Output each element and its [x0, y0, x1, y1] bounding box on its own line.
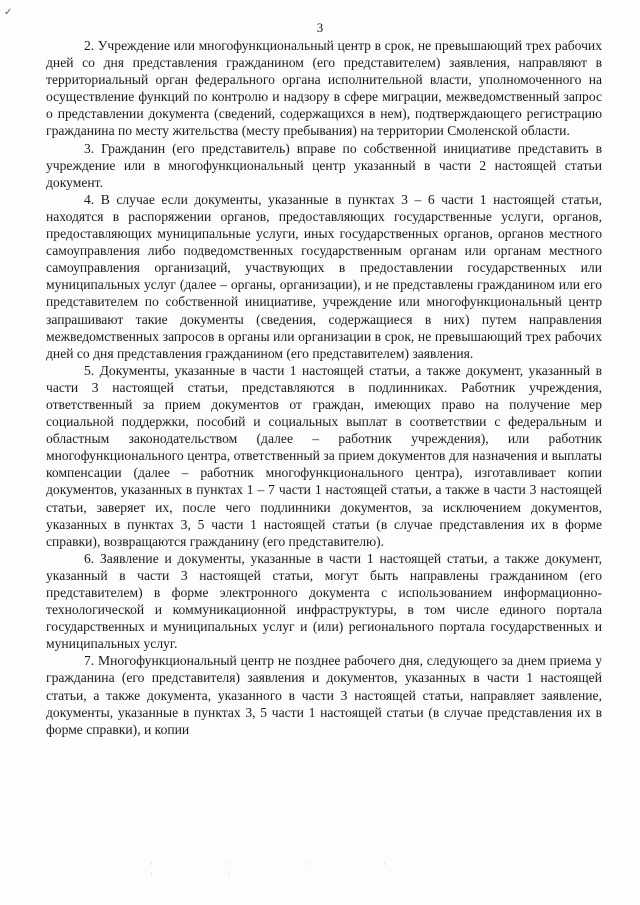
paragraph-6: 6. Заявление и документы, указанные в части 1 настоящей статьи, а также документ, указанный в части 3 настоящей статьи, могут быть направлены гражданином (его представителем) в форме электронного документа с использованием информационно-технологической и коммуникационной инфраструктуры, в том числе единого портала государственных и муниципальных услуг и (или) регионального портала государственных и муниципальных услуг. [46, 550, 602, 652]
scan-noise-dots: · · · · · · [150, 860, 423, 880]
scan-artifact-icon: ✓ [4, 7, 13, 18]
paragraph-2: 2. Учреждение или многофункциональный центр в срок, не превышающий трех рабочих дней со дня представления гражданином (его представителем) заявления, направляют в территориальный орган федерального органа исполнительной власти, уполномоченного на осуществление функций по контролю и надзору в сфере миграции, межведомственный запрос о представлении документа (сведений, содержащихся в нем), подтверждающего регистрацию гражданина по месту жительства (месту пребывания) на территории Смоленской области. [46, 38, 602, 139]
document-body [46, 37, 602, 738]
paragraph-5: 5. Документы, указанные в части 1 настоящей статьи, а также документ, указанный в части 3 настоящей статьи, представляются в подлинниках. Работник учреждения, ответственный за прием документов от граждан, имеющих право на получение мер социальной поддержки, пособий и социальных выплат в соответствии с федеральным и областным законодательством (далее – работник учреждения), или работник многофункционального центра, ответственный за прием документов для назначения и выплаты компенсации (далее – работник многофункционального центра), изготавливает копии документов, указанных в пунктах 1 – 7 части 1 настоящей статьи, а также в части 3 настоящей статьи, заверяет их, после чего подлинники документов, за исключением документов, указанных в пунктах 3, 5 части 1 настоящей статьи (в случае представления их в форме справки), возвращаются гражданину (его представителю). [46, 362, 602, 549]
page-number: 3 [316, 20, 324, 35]
paragraph-7: 7. Многофункциональный центр не позднее рабочего дня, следующего за днем приема у гражданина (его представителя) заявления и документов, указанных в части 1 настоящей статьи, а также документа, указанного в части 3 настоящей статьи, направляет заявление, документы, указанные в пунктах 3, 5 части 1 настоящей статьи (в случае представления их в форме справки), и копии [46, 653, 602, 737]
paragraph-3: 3. Гражданин (его представитель) вправе по собственной инициативе представить в учреждение или в многофункциональный центр указанный в части 2 настоящей статьи документ. [46, 140, 602, 190]
paragraph-4: 4. В случае если документы, указанные в пунктах 3 – 6 части 1 настоящей статьи, находятся в распоряжении органов, предоставляющих государственные услуги, органов, предоставляющих муниципальные услуги, иных государственных органов, органов местного самоуправления либо подведомственных государственным органам или органам местного самоуправления организаций, участвующих в предоставлении государственных или муниципальных услуг (далее – органы, организации), и не представлены гражданином или его представителем по собственной инициативе, учреждение или многофункциональный центр запрашивают такие документы (сведения, содержащиеся в них) путем направления межведомственных запросов в органы или организации в срок, не превышающий трех рабочих дней со дня представления гражданином (его представителем) заявления. [46, 191, 602, 361]
